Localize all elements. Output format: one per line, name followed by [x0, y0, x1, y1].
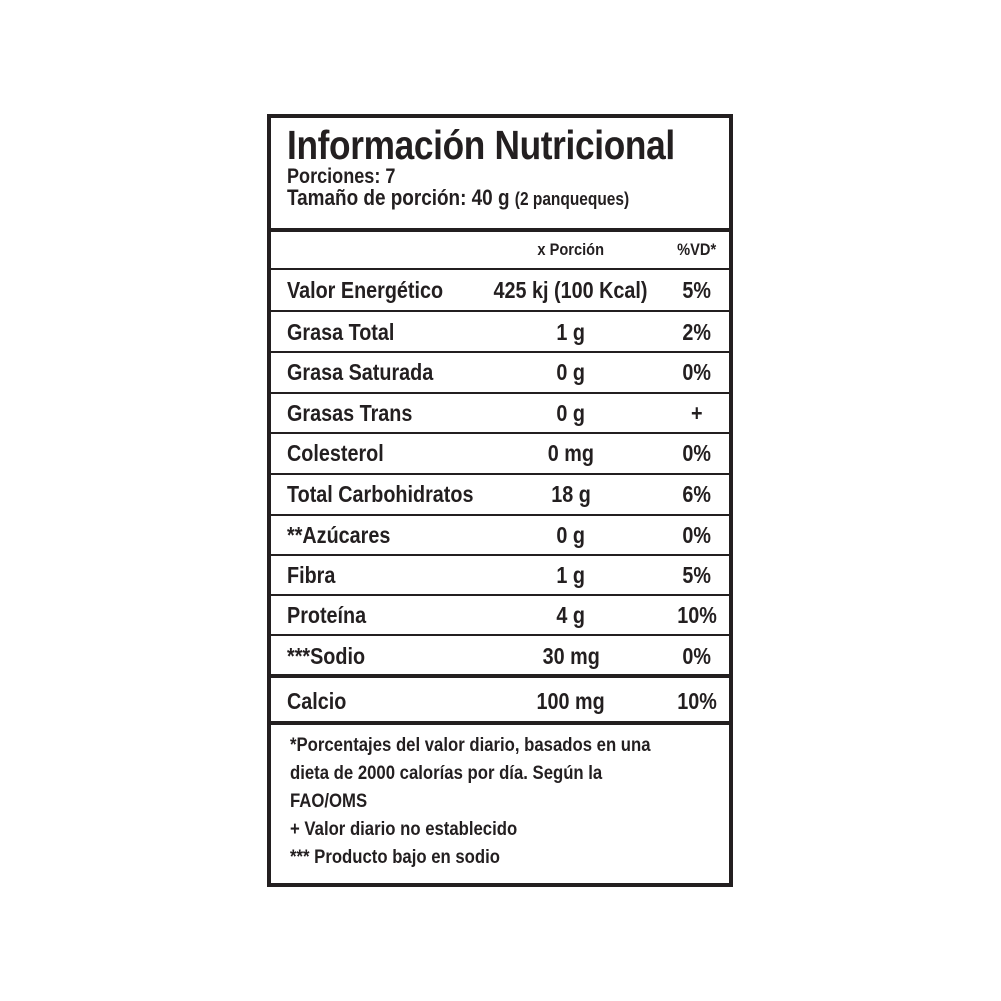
nutrient-row [271, 352, 729, 392]
nutrient-name: Calcio [287, 687, 347, 714]
nutrient-row [271, 636, 729, 676]
nutrient-amount: 0 g [556, 399, 586, 426]
nutrient-dv: 10% [677, 687, 717, 714]
serving-size-note: (2 panqueques) [514, 189, 630, 209]
nutrient-name: Fibra [287, 561, 336, 588]
nutrient-amount: 1 g [556, 561, 586, 588]
nutrient-dv: 5% [682, 276, 712, 303]
nutrient-amount: 0 g [556, 358, 586, 385]
nutrient-name: ***Sodio [287, 642, 366, 669]
nutrient-dv: 0% [682, 642, 712, 669]
footnote-dv-line1: *Porcentajes del valor diario, basados en una [290, 735, 651, 756]
column-header-amount: x Porción [537, 240, 605, 259]
nutrient-dv: 6% [682, 480, 712, 507]
footnote-not-established: + Valor diario no establecido [290, 819, 518, 840]
nutrient-name: Proteína [287, 601, 367, 628]
nutrient-amount: 4 g [556, 601, 586, 628]
nutrient-name: Grasa Saturada [287, 358, 434, 385]
nutrient-row [271, 270, 729, 310]
nutrient-name: Grasas Trans [287, 399, 413, 426]
nutrient-dv: + [691, 399, 703, 426]
nutrient-row [271, 433, 729, 473]
nutrient-row [271, 474, 729, 514]
footnote-divider [271, 721, 729, 725]
footnote-dv-line2: dieta de 2000 calorías por día. Según la [290, 763, 603, 784]
nutrient-amount: 425 kj (100 Kcal) [494, 276, 648, 303]
nutrient-amount: 0 mg [547, 439, 595, 466]
nutrient-row [271, 555, 729, 595]
nutrient-row [271, 678, 729, 724]
nutrient-dv: 0% [682, 358, 712, 385]
nutrient-name: Colesterol [287, 439, 384, 466]
label-title: Información Nutricional [287, 122, 675, 168]
column-header-row [271, 232, 729, 268]
nutrient-amount: 1 g [556, 318, 586, 345]
nutrient-name: Total Carbohidratos [287, 480, 474, 507]
nutrient-dv: 0% [682, 521, 712, 548]
column-header-dv: %VD* [677, 240, 717, 259]
nutrient-dv: 5% [682, 561, 712, 588]
nutrient-name: Valor Energético [287, 276, 444, 303]
nutrient-amount: 100 mg [536, 687, 606, 714]
nutrient-dv: 0% [682, 439, 712, 466]
nutrient-row [271, 595, 729, 635]
nutrient-row [271, 393, 729, 433]
nutrient-amount: 0 g [556, 521, 586, 548]
nutrient-amount: 30 mg [542, 642, 600, 669]
label-header [271, 118, 729, 228]
footnote-dv-line3: FAO/OMS [290, 791, 368, 812]
nutrient-row [271, 312, 729, 352]
nutrient-dv: 2% [682, 318, 712, 345]
nutrition-facts-label [267, 114, 733, 887]
servings-per-container: Porciones: 7 [287, 165, 396, 188]
serving-size-main: Tamaño de porción: 40 g [287, 185, 510, 210]
nutrient-row [271, 515, 729, 555]
serving-size [287, 186, 667, 211]
footnotes [290, 732, 668, 872]
nutrient-name: Grasa Total [287, 318, 395, 345]
nutrient-dv: 10% [677, 601, 717, 628]
nutrient-name: **Azúcares [287, 521, 391, 548]
nutrient-amount: 18 g [551, 480, 591, 507]
footnote-low-sodium: *** Producto bajo en sodio [290, 847, 500, 868]
